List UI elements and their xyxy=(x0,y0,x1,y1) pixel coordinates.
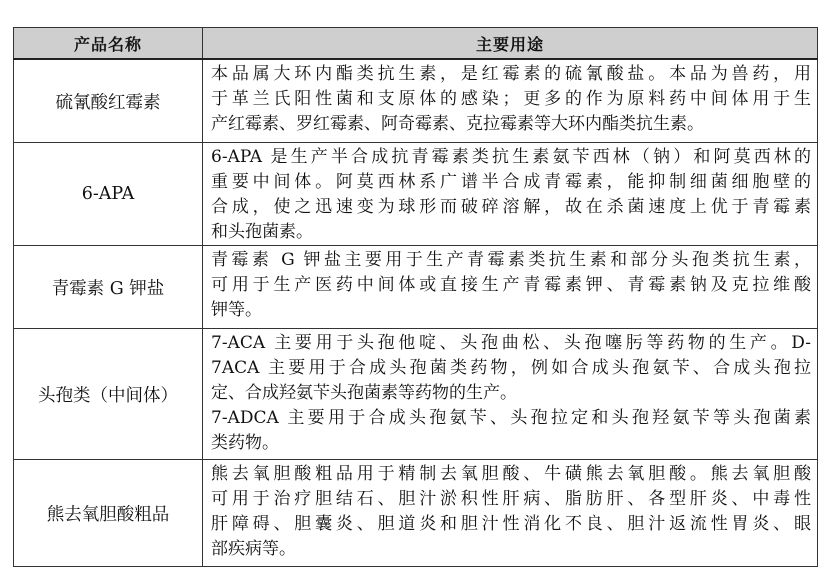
table-row xyxy=(14,143,818,246)
product-use-cell xyxy=(203,329,818,460)
use-text-line: 重要中间体。阿莫西林系广谱半合成青霉素，能抑制细菌细胞壁的 xyxy=(211,172,811,192)
product-use-cell xyxy=(203,460,818,567)
use-text-line: 合成，使之迅速变为球形而破碎溶解，故在杀菌速度上优于青霉素 xyxy=(211,197,811,217)
use-text-line: 部疾病等。 xyxy=(211,539,296,559)
product-name-cell: 熊去氧胆酸粗品 xyxy=(14,460,203,567)
use-text-line: 6-APA 是生产半合成抗青霉素类抗生素氨苄西林（钠）和阿莫西林的 xyxy=(211,147,811,167)
use-text-line: 和头孢菌素。 xyxy=(211,222,313,242)
product-name-cell: 青霉素 G 钾盐 xyxy=(14,246,203,329)
use-text-line: 可用于生产医药中间体或直接生产青霉素钾、青霉素钠及克拉维酸 xyxy=(211,275,811,295)
use-text-line: 7ACA 主要用于合成头孢菌类药物，例如合成头孢氨苄、合成头孢拉 xyxy=(211,358,811,378)
product-use-cell xyxy=(203,143,818,246)
table-header-row xyxy=(14,28,818,60)
header-main-use: 主要用途 xyxy=(203,28,818,60)
table-row xyxy=(14,246,818,329)
product-name-cell: 硫氰酸红霉素 xyxy=(14,59,203,143)
product-name-cell: 头孢类（中间体） xyxy=(14,329,203,460)
table-row xyxy=(14,329,818,460)
table-row xyxy=(14,460,818,567)
use-text-line: 7-ACA 主要用于头孢他啶、头孢曲松、头孢噻肟等药物的生产。D- xyxy=(211,333,811,353)
product-name-cell: 6-APA xyxy=(14,143,203,246)
use-text-line: 产红霉素、罗红霉素、阿奇霉素、克拉霉素等大环内酯类抗生素。 xyxy=(211,114,704,134)
use-text-line: 于革兰氏阳性菌和支原体的感染；更多的作为原料药中间体用于生 xyxy=(211,89,811,109)
product-use-cell xyxy=(203,59,818,143)
table-row xyxy=(14,59,818,143)
product-use-table xyxy=(13,27,818,567)
product-use-cell xyxy=(203,246,818,329)
use-text-line: 可用于治疗胆结石、胆汁淤积性肝病、脂肪肝、各型肝炎、中毒性 xyxy=(211,489,811,509)
use-text-line: 熊去氧胆酸粗品用于精制去氧胆酸、牛磺熊去氧胆酸。熊去氧胆酸 xyxy=(211,464,811,484)
use-text-line: 7-ADCA 主要用于合成头孢氨苄、头孢拉定和头孢羟氨苄等头孢菌素 xyxy=(211,408,811,428)
use-text-line: 类药物。 xyxy=(211,433,279,453)
use-text-line: 钾等。 xyxy=(211,300,262,320)
use-text-line: 本品属大环内酯类抗生素，是红霉素的硫氰酸盐。本品为兽药，用 xyxy=(211,64,811,84)
use-text-line: 青霉素 G 钾盐主要用于生产青霉素类抗生素和部分头孢类抗生素， xyxy=(211,250,811,270)
use-text-line: 肝障碍、胆囊炎、胆道炎和胆汁性消化不良、胆汁返流性胃炎、眼 xyxy=(211,514,811,534)
header-product-name: 产品名称 xyxy=(14,28,203,60)
use-text-line: 定、合成羟氨苄头孢菌素等药物的生产。 xyxy=(211,383,517,403)
